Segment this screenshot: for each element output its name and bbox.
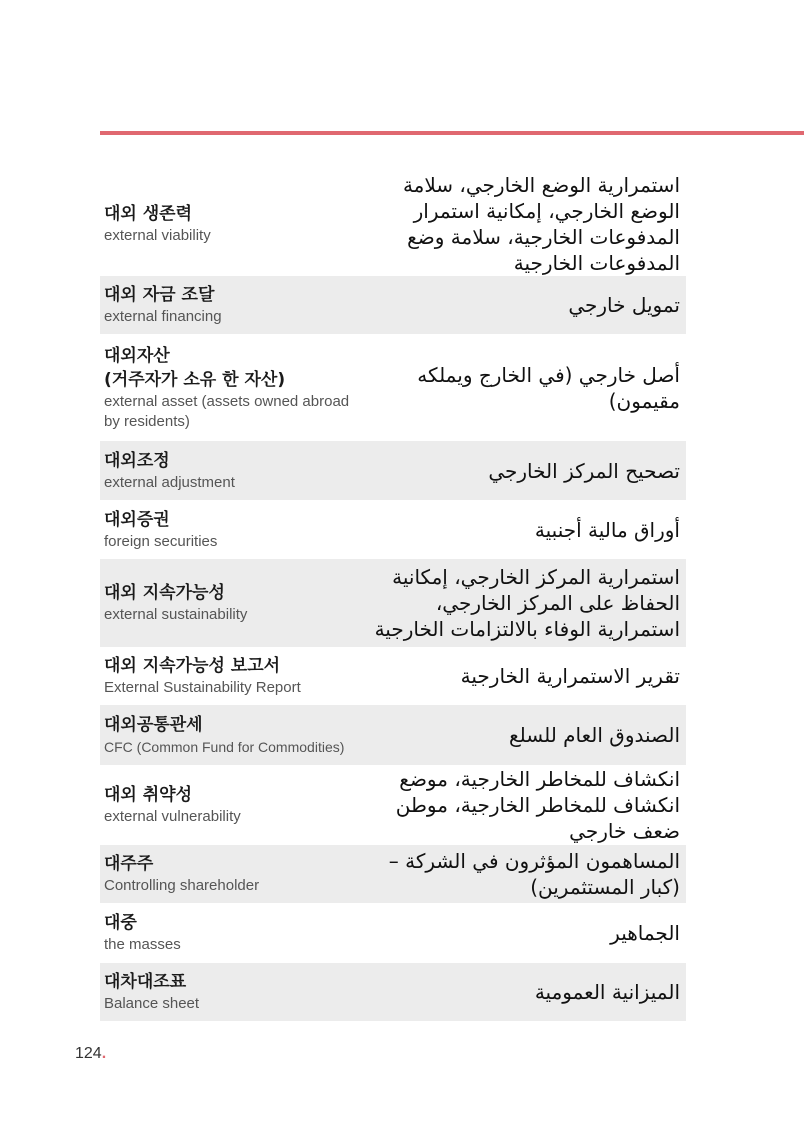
term-cell bbox=[104, 911, 354, 955]
term-cell bbox=[104, 783, 354, 827]
korean-term: 대중 bbox=[104, 913, 137, 933]
english-term: Balance sheet bbox=[104, 995, 200, 1012]
arabic-term: تمويل خارجي bbox=[568, 293, 680, 317]
english-term: Controlling shareholder bbox=[104, 877, 260, 894]
english-term: external asset (assets owned abroad by residents) bbox=[104, 392, 350, 430]
english-term: external vulnerability bbox=[104, 808, 241, 825]
glossary-row bbox=[100, 963, 686, 1021]
glossary-row bbox=[100, 647, 686, 705]
korean-term: 대외 생존력 bbox=[104, 204, 193, 224]
term-cell bbox=[104, 713, 354, 757]
glossary-row bbox=[100, 334, 686, 441]
english-term: External Sustainability Report bbox=[104, 679, 301, 696]
korean-term: 대주주 bbox=[104, 854, 154, 874]
korean-term: 대차대조표 bbox=[104, 972, 187, 992]
english-term: foreign securities bbox=[104, 532, 218, 550]
glossary-row bbox=[100, 441, 686, 500]
arabic-term: الميزانية العمومية bbox=[534, 980, 680, 1004]
arabic-term: الجماهير bbox=[610, 921, 680, 945]
page-number-dot: . bbox=[101, 1045, 107, 1062]
english-term: CFC (Common Fund for Commodities) bbox=[104, 739, 345, 755]
page-number bbox=[75, 1045, 106, 1063]
korean-term: 대외증권 bbox=[104, 509, 170, 530]
glossary-row bbox=[100, 276, 686, 334]
glossary-row bbox=[100, 705, 686, 765]
term-cell bbox=[104, 654, 354, 698]
korean-term: 대외 취약성 bbox=[104, 785, 193, 805]
english-term: external adjustment bbox=[104, 473, 235, 491]
english-term: the masses bbox=[104, 936, 181, 953]
glossary-row bbox=[100, 765, 686, 845]
glossary-row bbox=[100, 500, 686, 559]
term-cell bbox=[104, 202, 354, 246]
arabic-term: أوراق مالية أجنبية bbox=[534, 517, 680, 542]
glossary-row bbox=[100, 559, 686, 647]
arabic-term: الصندوق العام للسلع bbox=[508, 723, 680, 747]
term-cell bbox=[104, 344, 354, 432]
arabic-term: أصل خارجي (في الخارج ويملكه مقيمون) bbox=[417, 362, 680, 413]
korean-term: 대외 지속가능성 보고서 bbox=[104, 656, 281, 676]
arabic-term: استمرارية الوضع الخارجي، سلامة الوضع الخارجي، إمكانية استمرار المدفوعات الخارجية، سلامة وضع المدفوعات الخارجية bbox=[402, 173, 680, 275]
glossary-table bbox=[100, 172, 686, 1021]
korean-term: 대외공통관세 bbox=[104, 715, 203, 735]
arabic-term: تقرير الاستمرارية الخارجية bbox=[460, 664, 680, 688]
glossary-row bbox=[100, 172, 686, 276]
glossary-row bbox=[100, 903, 686, 963]
english-term: external financing bbox=[104, 308, 222, 325]
page-number-text: 124 bbox=[75, 1045, 102, 1062]
term-cell bbox=[104, 581, 354, 625]
term-cell bbox=[104, 970, 354, 1014]
korean-term: 대외자산 (거주자가 소유 한 자산) bbox=[104, 345, 286, 390]
arabic-term: المساهمون المؤثرون في الشركة – (كبار المستثمرين) bbox=[388, 849, 680, 899]
korean-term: 대외 지속가능성 bbox=[104, 583, 225, 603]
english-term: external viability bbox=[104, 227, 211, 244]
term-cell bbox=[104, 449, 354, 493]
term-cell bbox=[104, 283, 354, 327]
korean-term: 대외 자금 조달 bbox=[104, 285, 215, 305]
arabic-term: استمرارية المركز الخارجي، إمكانية الحفاظ على المركز الخارجي، استمرارية الوفاء بالالتزامات الخارجية bbox=[374, 565, 680, 641]
arabic-term: تصحيح المركز الخارجي bbox=[488, 458, 680, 483]
term-cell bbox=[104, 508, 354, 552]
arabic-term: انكشاف للمخاطر الخارجية، موضع انكشاف للمخاطر الخارجية، موطن ضعف خارجي bbox=[395, 767, 680, 843]
korean-term: 대외조정 bbox=[104, 450, 170, 471]
top-accent-rule bbox=[100, 131, 804, 135]
term-cell bbox=[104, 852, 354, 896]
glossary-row bbox=[100, 845, 686, 903]
english-term: external sustainability bbox=[104, 606, 248, 623]
